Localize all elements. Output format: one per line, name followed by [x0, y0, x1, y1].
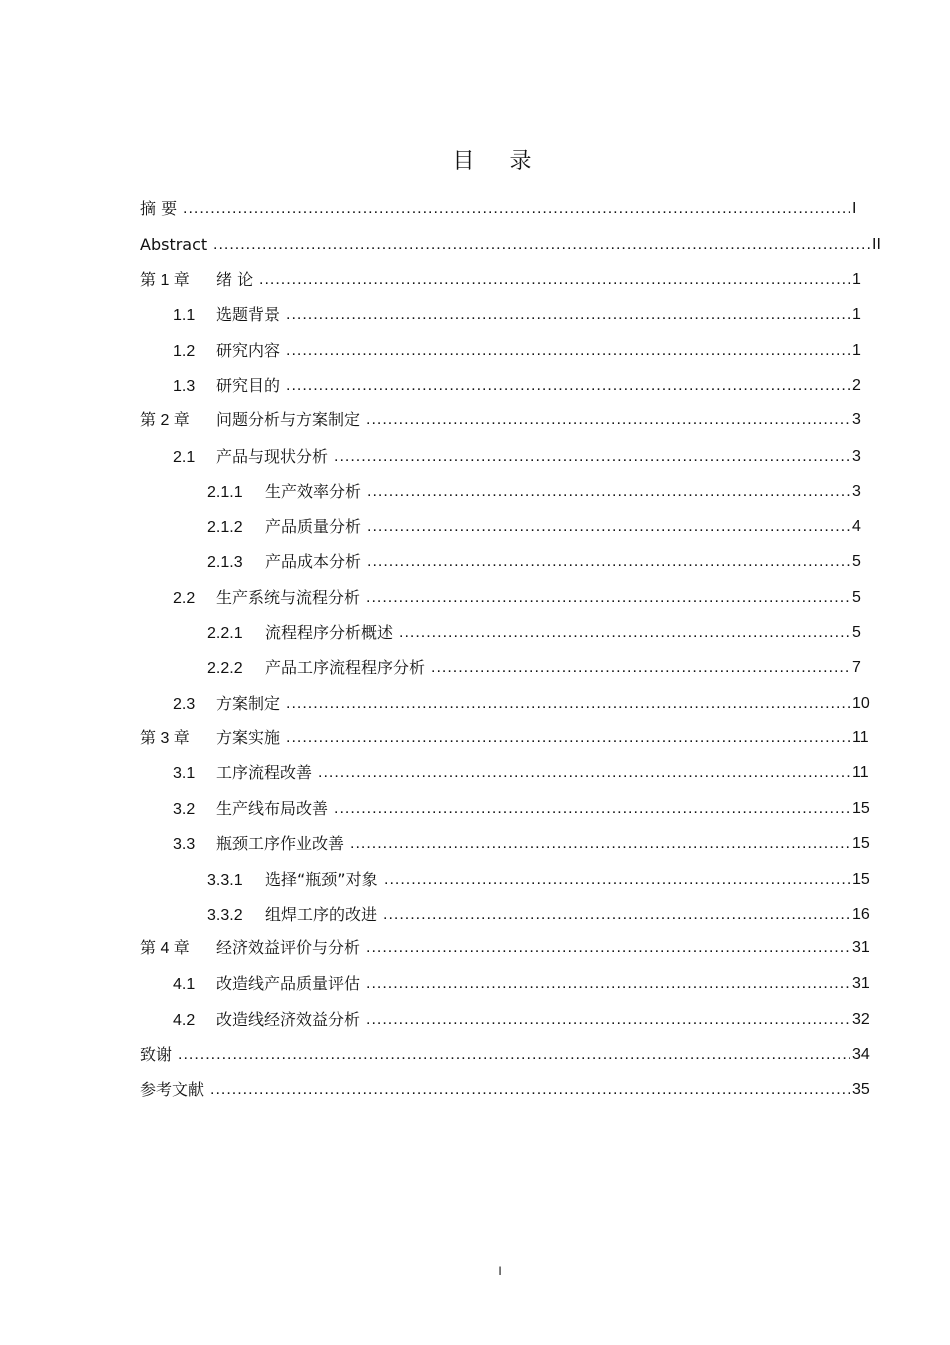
- toc-entry-number: 2.1.1: [207, 484, 243, 501]
- toc-entry-number: 2.3: [173, 696, 196, 713]
- toc-entry[interactable]: [0, 407, 950, 433]
- toc-dot-leader: [183, 196, 850, 222]
- toc-entry-label: [173, 1007, 364, 1034]
- toc-entry-page: 16: [852, 906, 870, 923]
- toc-dot-leader: [334, 444, 850, 470]
- toc-entry-title: 研究内容: [216, 341, 281, 360]
- toc-dot-leader: [366, 935, 850, 961]
- toc-entry-title: 生产系统与流程分析: [216, 588, 361, 607]
- toc-entry-number: 2.1: [173, 449, 196, 466]
- toc-entry-page: 1: [852, 271, 861, 288]
- toc-entry[interactable]: [0, 867, 950, 893]
- toc-entry-number: 1.2: [173, 343, 196, 360]
- toc-entry-label: [207, 549, 365, 576]
- toc-entry[interactable]: [0, 338, 950, 364]
- toc-entry-label: [207, 479, 365, 506]
- toc-entry[interactable]: [0, 620, 950, 646]
- toc-entry-label: [140, 725, 284, 752]
- toc-entry-label: [173, 444, 332, 471]
- toc-dot-leader: [286, 373, 850, 399]
- toc-entry-title: 研究目的: [216, 376, 281, 395]
- toc-entry-label: [140, 935, 364, 962]
- toc-entry-page: 35: [852, 1081, 870, 1098]
- toc-dot-leader: [286, 338, 850, 364]
- toc-dot-leader: [383, 902, 850, 928]
- toc-entry-title: 绪 论: [216, 270, 254, 289]
- toc-entry-label: [207, 620, 397, 647]
- toc-entry-title: 参考文献: [140, 1080, 205, 1099]
- toc-entry-page: 15: [852, 800, 870, 817]
- toc-entry-page: I: [852, 200, 857, 217]
- toc-entry-title: 生产效率分析: [265, 482, 362, 501]
- toc-entry[interactable]: [0, 514, 950, 540]
- toc-entry-page: 10: [852, 695, 870, 712]
- toc-entry-page: 31: [852, 939, 870, 956]
- toc-dot-leader: [366, 1007, 850, 1033]
- toc-dot-leader: [213, 232, 870, 258]
- toc-entry-title: 摘 要: [140, 199, 178, 218]
- toc-entry-title: 产品质量分析: [265, 517, 362, 536]
- toc-entry-label: [173, 971, 364, 998]
- toc-entry[interactable]: [0, 655, 950, 681]
- toc-entry-number: 3.1: [173, 765, 196, 782]
- toc-entry[interactable]: [0, 373, 950, 399]
- toc-entry[interactable]: [0, 585, 950, 611]
- toc-entry[interactable]: [0, 691, 950, 717]
- toc-entry[interactable]: [0, 1077, 950, 1103]
- toc-entry-page: 1: [852, 342, 861, 359]
- toc-entry[interactable]: [0, 196, 950, 222]
- footer-page-number: I: [498, 1264, 502, 1278]
- toc-entry[interactable]: [0, 971, 950, 997]
- toc-entry-number: 2.1.3: [207, 554, 243, 571]
- toc-entry-title: 选题背景: [216, 305, 281, 324]
- toc-entry-label: [173, 338, 284, 365]
- toc-entry-title: 方案实施: [216, 728, 281, 747]
- toc-entry-label: [140, 232, 211, 258]
- toc-entry-title: 改造线产品质量评估: [216, 974, 361, 993]
- toc-entry-title: 致谢: [140, 1045, 173, 1064]
- toc-dot-leader: [318, 760, 850, 786]
- toc-entry[interactable]: [0, 902, 950, 928]
- toc-entry[interactable]: [0, 1042, 950, 1068]
- toc-entry-page: 5: [852, 624, 861, 641]
- toc-entry[interactable]: [0, 760, 950, 786]
- toc-entry-label: [140, 1042, 176, 1068]
- toc-entry-page: 15: [852, 871, 870, 888]
- toc-dot-leader: [366, 971, 850, 997]
- toc-entry-page: 3: [852, 411, 861, 428]
- toc-entry[interactable]: [0, 1007, 950, 1033]
- toc-dot-leader: [366, 585, 850, 611]
- toc-entry-number: 3.3: [173, 836, 196, 853]
- toc-entry-title: 产品工序流程程序分析: [265, 658, 426, 677]
- toc-dot-leader: [367, 479, 850, 505]
- toc-entry-label: [173, 796, 332, 823]
- toc-entry-page: 11: [852, 764, 869, 781]
- toc-entry[interactable]: [0, 935, 950, 961]
- toc-entry-title: 产品成本分析: [265, 552, 362, 571]
- toc-dot-leader: [286, 725, 850, 751]
- page-title: 目 录: [452, 149, 546, 174]
- toc-entry-label: [207, 655, 429, 682]
- toc-entry-label: [207, 902, 381, 929]
- toc-entry-page: 7: [852, 659, 861, 676]
- toc-entry-number: 3.3.2: [207, 907, 243, 924]
- toc-entry-page: 34: [852, 1046, 870, 1063]
- toc-entry-title: 选择“瓶颈”对象: [265, 870, 378, 889]
- toc-entry-page: II: [872, 236, 881, 253]
- toc-dot-leader: [367, 549, 850, 575]
- toc-entry-page: 3: [852, 448, 861, 465]
- toc-dot-leader: [350, 831, 850, 857]
- toc-entry-number: 第 3 章: [140, 730, 190, 747]
- toc-dot-leader: [384, 867, 850, 893]
- toc-entry-page: 1: [852, 306, 861, 323]
- toc-entry-title: 组焊工序的改进: [265, 905, 378, 924]
- toc-entry[interactable]: [0, 479, 950, 505]
- toc-entry-page: 5: [852, 589, 861, 606]
- toc-entry-label: [173, 373, 284, 400]
- toc-entry-label: [173, 760, 316, 787]
- toc-entry-label: [140, 196, 181, 222]
- toc-entry-title: Abstract: [140, 235, 208, 254]
- toc-entry-title: 工序流程改善: [216, 763, 313, 782]
- toc-dot-leader: [399, 620, 850, 646]
- toc-entry-title: 方案制定: [216, 694, 281, 713]
- toc-entry[interactable]: [0, 444, 950, 470]
- toc-entry-title: 改造线经济效益分析: [216, 1010, 361, 1029]
- toc-entry-number: 2.1.2: [207, 519, 243, 536]
- toc-dot-leader: [366, 407, 850, 433]
- toc-entry[interactable]: [0, 725, 950, 751]
- toc-entry-number: 4.1: [173, 976, 196, 993]
- toc-entry-page: 4: [852, 518, 861, 535]
- toc-entry-number: 3.2: [173, 801, 196, 818]
- toc-entry-title: 产品与现状分析: [216, 447, 329, 466]
- toc-entry-title: 生产线布局改善: [216, 799, 329, 818]
- toc-entry[interactable]: [0, 831, 950, 857]
- toc-dot-leader: [210, 1077, 850, 1103]
- toc-entry[interactable]: [0, 549, 950, 575]
- toc-entry-number: 2.2: [173, 590, 196, 607]
- toc-entry-page: 11: [852, 729, 869, 746]
- toc-entry-number: 4.2: [173, 1012, 196, 1029]
- toc-entry-title: 瓶颈工序作业改善: [216, 834, 345, 853]
- toc-entry-label: [140, 1077, 208, 1103]
- toc-entry-number: 1.3: [173, 378, 196, 395]
- toc-entry-title: 流程程序分析概述: [265, 623, 394, 642]
- toc-entry-page: 2: [852, 377, 861, 394]
- toc-dot-leader: [259, 267, 850, 293]
- toc-entry-label: [207, 867, 382, 894]
- toc-entry-label: [207, 514, 365, 541]
- toc-entry-number: 第 1 章: [140, 272, 190, 289]
- toc-entry-label: [173, 831, 348, 858]
- toc-entry-page: 5: [852, 553, 861, 570]
- toc-entry-number: 2.2.2: [207, 660, 243, 677]
- toc-entry[interactable]: [0, 302, 950, 328]
- toc-entry-label: [173, 302, 284, 329]
- toc-entry-number: 2.2.1: [207, 625, 243, 642]
- toc-entry-page: 32: [852, 1011, 870, 1028]
- toc-entry-title: 经济效益评价与分析: [216, 938, 361, 957]
- toc-dot-leader: [286, 691, 850, 717]
- toc-dot-leader: [286, 302, 850, 328]
- toc-dot-leader: [367, 514, 850, 540]
- toc-dot-leader: [178, 1042, 850, 1068]
- toc-entry-number: 3.3.1: [207, 872, 243, 889]
- toc-entry-label: [173, 691, 284, 718]
- toc-entry[interactable]: [0, 267, 950, 293]
- toc-dot-leader: [334, 796, 850, 822]
- toc-entry-label: [173, 585, 364, 612]
- toc-entry-page: 3: [852, 483, 861, 500]
- toc-entry-label: [140, 407, 364, 434]
- toc-entry-number: 1.1: [173, 307, 196, 324]
- toc-entry-number: 第 4 章: [140, 940, 190, 957]
- toc-entry-label: [140, 267, 257, 294]
- toc-entry-title: 问题分析与方案制定: [216, 410, 361, 429]
- toc-entry-page: 31: [852, 975, 870, 992]
- toc-entry-number: 第 2 章: [140, 412, 190, 429]
- toc-entry-page: 15: [852, 835, 870, 852]
- toc-entry[interactable]: [0, 796, 950, 822]
- toc-entry[interactable]: [0, 232, 950, 258]
- toc-dot-leader: [431, 655, 850, 681]
